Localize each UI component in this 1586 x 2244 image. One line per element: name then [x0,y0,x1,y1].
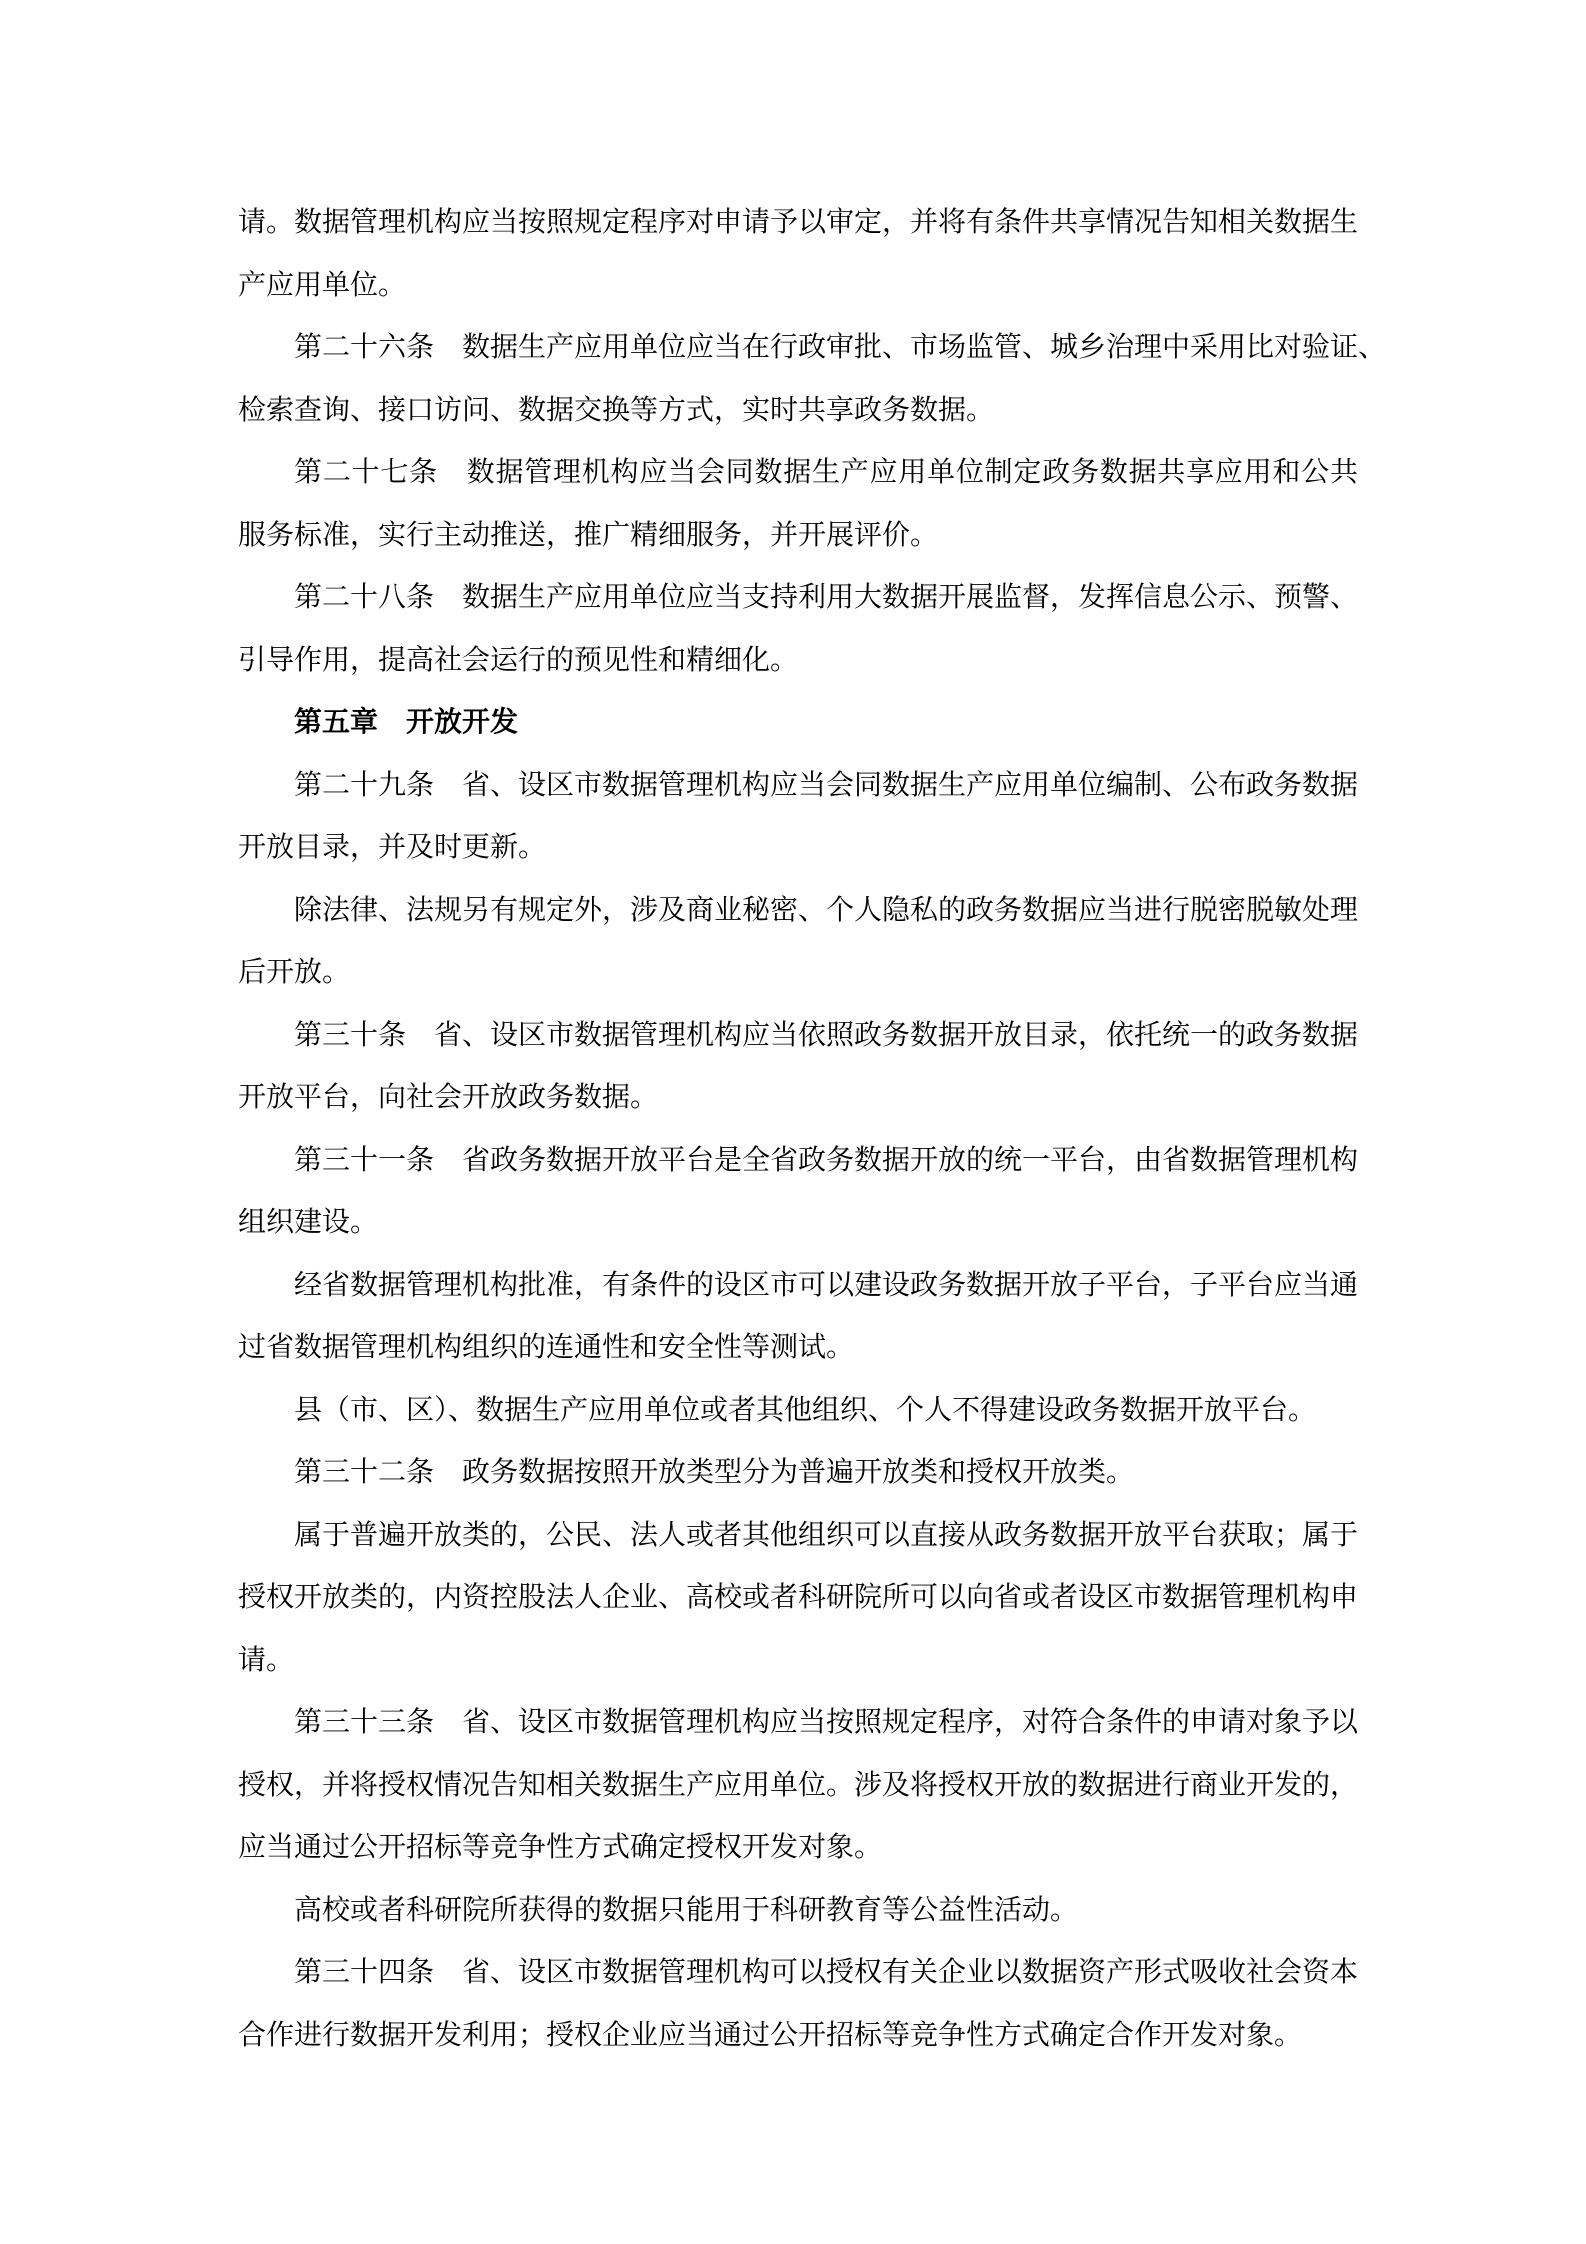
text-line: 过省数据管理机构组织的连通性和安全性等测试。 [238,1332,855,1363]
text-line: 第二十九条 省、设区市数据管理机构应当会同数据生产应用单位编制、公布政务数据 [294,769,1359,801]
text-line: 后开放。 [238,957,351,988]
text-line: 授权，并将授权情况告知相关数据生产应用单位。涉及将授权开放的数据进行商业开发的， [238,1769,1359,1801]
text-line: 组织建设。 [238,1207,379,1238]
text-line: 第二十八条 数据生产应用单位应当支持利用大数据开展监督，发挥信息公示、预警、 [294,582,1359,613]
chapter-heading-text: 第五章 开放开发 [294,707,519,738]
text-line: 应当通过公开招标等竞争性方式确定授权开发对象。 [238,1832,883,1863]
paragraph [238,1380,1358,1443]
text-line: 经省数据管理机构批准，有条件的设区市可以建设政务数据开放子平台，子平台应当通 [294,1269,1359,1301]
chapter-heading [238,692,1358,755]
text-line: 开放平台，向社会开放政务数据。 [238,1082,659,1113]
text-line: 产应用单位。 [238,269,407,301]
text-line: 第三十三条 省、设区市数据管理机构应当按照规定程序，对符合条件的申请对象予以 [294,1707,1359,1738]
text-line: 开放目录，并及时更新。 [238,832,547,863]
paragraph [238,755,1358,880]
text-line: 第三十二条 政务数据按照开放类型分为普遍开放类和授权开放类。 [294,1457,1135,1488]
paragraph [238,1005,1358,1130]
text-line: 属于普遍开放类的，公民、法人或者其他组织可以直接从政务数据开放平台获取；属于 [294,1519,1359,1551]
paragraph [238,192,1358,317]
text-line: 引导作用，提高社会运行的预见性和精细化。 [238,644,799,676]
text-line: 合作进行数据开发利用；授权企业应当通过公开招标等竞争性方式确定合作开发对象。 [238,2019,1303,2051]
text-line: 高校或者科研院所获得的数据只能用于科研教育等公益性活动。 [294,1894,1079,1926]
text-line: 第二十六条 数据生产应用单位应当在行政审批、市场监管、城乡治理中采用比对验证、 [294,332,1387,363]
text-line: 第三十条 省、设区市数据管理机构应当依照政务数据开放目录，依托统一的政务数据 [294,1019,1359,1051]
text-line: 县（市、区）、数据生产应用单位或者其他组织、个人不得建设政务数据开放平台。 [294,1394,1317,1426]
paragraph [238,1692,1358,1880]
paragraph [238,567,1358,692]
paragraph [238,1942,1358,2067]
text-line: 请。 [238,1644,295,1676]
paragraph [238,442,1358,567]
paragraph [238,880,1358,1005]
text-line: 第三十一条 省政务数据开放平台是全省政务数据开放的统一平台，由省数据管理机构 [294,1144,1359,1176]
text-line: 除法律、法规另有规定外，涉及商业秘密、个人隐私的政务数据应当进行脱密脱敏处理 [294,894,1359,926]
paragraph [238,1255,1358,1380]
text-line: 检索查询、接口访问、数据交换等方式，实时共享政务数据。 [238,394,995,426]
paragraph [238,1505,1358,1693]
paragraph [238,1130,1358,1255]
text-line: 请。数据管理机构应当按照规定程序对申请予以审定，并将有条件共享情况告知相关数据生 [238,207,1359,238]
text-line: 第二十七条 数据管理机构应当会同数据生产应用单位制定政务数据共享应用和公共 [294,457,1358,488]
text-line: 第三十四条 省、设区市数据管理机构可以授权有关企业以数据资产形式吸收社会资本 [294,1957,1359,1988]
text-line: 服务标准，实行主动推送，推广精细服务，并开展评价。 [238,519,939,551]
paragraph [238,317,1387,442]
paragraph [238,1442,1358,1505]
text-line: 授权开放类的，内资控股法人企业、高校或者科研院所可以向省或者设区市数据管理机构申 [238,1582,1359,1613]
document-body [238,192,1387,2067]
paragraph [238,1880,1358,1943]
